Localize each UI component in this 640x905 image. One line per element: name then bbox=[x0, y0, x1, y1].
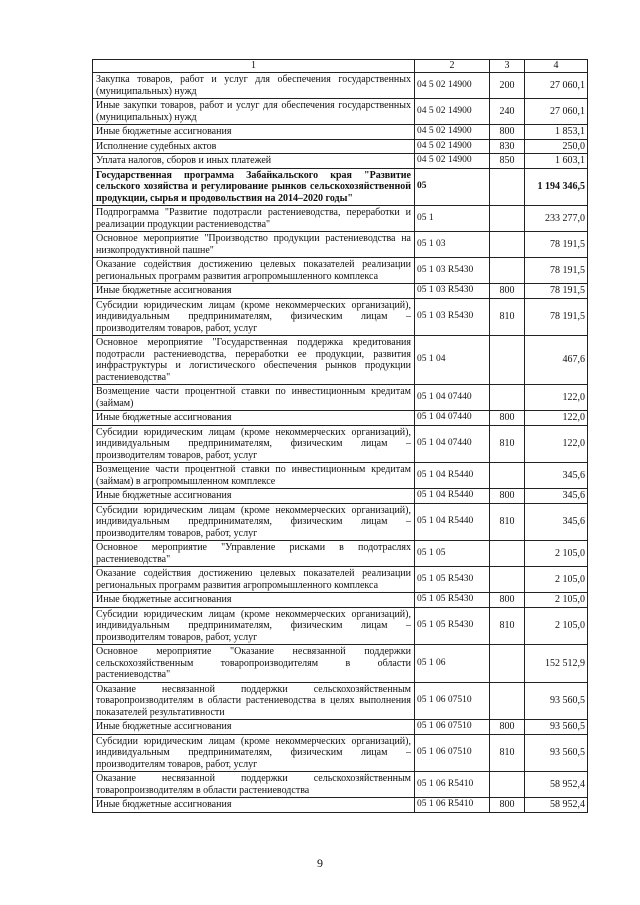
row-name-cell: Субсидии юридическим лицам (кроме некоммерческих организаций), индивидуальным предпринимателям, физическим лицам – производителям товаров, работ, услуг bbox=[93, 503, 415, 541]
table-row bbox=[93, 798, 588, 813]
row-code-cell: 05 1 03 bbox=[415, 232, 490, 258]
row-name-cell: Субсидии юридическим лицам (кроме некоммерческих организаций), индивидуальным предпринимателям, физическим лицам – производителям товаров, работ, услуг bbox=[93, 607, 415, 645]
table-row bbox=[93, 385, 588, 411]
row-code-cell: 04 5 02 14900 bbox=[415, 99, 490, 125]
row-code-cell: 05 1 04 R5440 bbox=[415, 503, 490, 541]
row-name-cell: Иные бюджетные ассигнования bbox=[93, 411, 415, 426]
row-code-cell: 05 1 06 bbox=[415, 645, 490, 683]
row-code-cell: 05 1 05 R5430 bbox=[415, 607, 490, 645]
row-name-cell: Основное мероприятие "Производство продукции растениеводства на низкопродуктивной пашне" bbox=[93, 232, 415, 258]
row-name-cell: Субсидии юридическим лицам (кроме некоммерческих организаций), индивидуальным предпринимателям, физическим лицам – производителям товаров, работ, услуг bbox=[93, 734, 415, 772]
row-expense-type-cell: 800 bbox=[490, 593, 525, 608]
table-row bbox=[93, 125, 588, 140]
row-expense-type-cell bbox=[490, 168, 525, 206]
row-code-cell: 05 1 06 07510 bbox=[415, 682, 490, 720]
row-name-cell: Исполнение судебных актов bbox=[93, 139, 415, 154]
row-name-cell: Оказание несвязанной поддержки сельскохозяйственным товаропроизводителям в области растениеводства bbox=[93, 772, 415, 798]
column-number-2: 2 bbox=[415, 60, 490, 73]
table-row bbox=[93, 154, 588, 169]
row-expense-type-cell: 800 bbox=[490, 411, 525, 426]
row-name-cell: Иные бюджетные ассигнования bbox=[93, 489, 415, 504]
row-code-cell: 05 bbox=[415, 168, 490, 206]
row-expense-type-cell: 850 bbox=[490, 154, 525, 169]
table-row bbox=[93, 99, 588, 125]
row-code-cell: 05 1 03 R5430 bbox=[415, 284, 490, 299]
row-expense-type-cell: 200 bbox=[490, 73, 525, 99]
row-code-cell: 04 5 02 14900 bbox=[415, 139, 490, 154]
row-expense-type-cell bbox=[490, 645, 525, 683]
row-amount-cell: 250,0 bbox=[525, 139, 588, 154]
table-row bbox=[93, 284, 588, 299]
table-row bbox=[93, 425, 588, 463]
row-expense-type-cell: 800 bbox=[490, 284, 525, 299]
row-amount-cell: 345,6 bbox=[525, 489, 588, 504]
row-amount-cell: 1 603,1 bbox=[525, 154, 588, 169]
row-code-cell: 05 1 05 bbox=[415, 541, 490, 567]
table-row bbox=[93, 607, 588, 645]
column-number-1: 1 bbox=[93, 60, 415, 73]
table-row bbox=[93, 593, 588, 608]
row-amount-cell: 78 191,5 bbox=[525, 258, 588, 284]
row-expense-type-cell bbox=[490, 463, 525, 489]
row-expense-type-cell: 800 bbox=[490, 125, 525, 140]
row-amount-cell: 78 191,5 bbox=[525, 298, 588, 336]
row-code-cell: 05 1 06 R5410 bbox=[415, 798, 490, 813]
row-amount-cell: 122,0 bbox=[525, 385, 588, 411]
row-code-cell: 05 1 03 R5430 bbox=[415, 298, 490, 336]
page-number: 9 bbox=[317, 856, 323, 870]
table-row bbox=[93, 772, 588, 798]
row-expense-type-cell: 810 bbox=[490, 503, 525, 541]
row-code-cell: 05 1 bbox=[415, 206, 490, 232]
budget-table bbox=[92, 59, 588, 813]
row-code-cell: 05 1 06 R5410 bbox=[415, 772, 490, 798]
row-code-cell: 05 1 06 07510 bbox=[415, 720, 490, 735]
row-code-cell: 05 1 05 R5430 bbox=[415, 593, 490, 608]
table-body bbox=[93, 73, 588, 813]
row-amount-cell: 78 191,5 bbox=[525, 284, 588, 299]
row-amount-cell: 233 277,0 bbox=[525, 206, 588, 232]
row-amount-cell: 345,6 bbox=[525, 463, 588, 489]
row-amount-cell: 2 105,0 bbox=[525, 607, 588, 645]
table-row bbox=[93, 567, 588, 593]
row-expense-type-cell bbox=[490, 206, 525, 232]
row-code-cell: 05 1 04 07440 bbox=[415, 385, 490, 411]
table-row bbox=[93, 645, 588, 683]
row-name-cell: Субсидии юридическим лицам (кроме некоммерческих организаций), индивидуальным предпринимателям, физическим лицам – производителям товаров, работ, услуг bbox=[93, 298, 415, 336]
row-amount-cell: 58 952,4 bbox=[525, 798, 588, 813]
row-amount-cell: 27 060,1 bbox=[525, 73, 588, 99]
row-expense-type-cell: 810 bbox=[490, 607, 525, 645]
table-row bbox=[93, 489, 588, 504]
row-expense-type-cell bbox=[490, 682, 525, 720]
table-row bbox=[93, 682, 588, 720]
row-expense-type-cell bbox=[490, 258, 525, 284]
row-expense-type-cell: 810 bbox=[490, 425, 525, 463]
row-expense-type-cell: 240 bbox=[490, 99, 525, 125]
row-amount-cell: 93 560,5 bbox=[525, 720, 588, 735]
row-amount-cell: 122,0 bbox=[525, 411, 588, 426]
table-header-row bbox=[93, 60, 588, 73]
row-name-cell: Основное мероприятие "Государственная поддержка кредитования подотрасли растениеводства, переработки ее продукции, развития инфраструктуры и логистического обеспечения рынков продукции растениеводства" bbox=[93, 336, 415, 385]
table-row bbox=[93, 541, 588, 567]
table-row bbox=[93, 411, 588, 426]
row-code-cell: 04 5 02 14900 bbox=[415, 73, 490, 99]
row-amount-cell: 27 060,1 bbox=[525, 99, 588, 125]
row-name-cell: Иные бюджетные ассигнования bbox=[93, 593, 415, 608]
column-number-3: 3 bbox=[490, 60, 525, 73]
row-expense-type-cell bbox=[490, 336, 525, 385]
row-code-cell: 04 5 02 14900 bbox=[415, 125, 490, 140]
row-expense-type-cell bbox=[490, 541, 525, 567]
row-name-cell: Иные бюджетные ассигнования bbox=[93, 284, 415, 299]
row-expense-type-cell bbox=[490, 567, 525, 593]
row-name-cell: Иные бюджетные ассигнования bbox=[93, 798, 415, 813]
row-amount-cell: 122,0 bbox=[525, 425, 588, 463]
row-name-cell: Возмещение части процентной ставки по инвестиционным кредитам (займам) в агропромышленном комплексе bbox=[93, 463, 415, 489]
row-expense-type-cell bbox=[490, 772, 525, 798]
row-amount-cell: 2 105,0 bbox=[525, 593, 588, 608]
row-expense-type-cell: 830 bbox=[490, 139, 525, 154]
budget-document bbox=[92, 59, 587, 813]
row-expense-type-cell bbox=[490, 232, 525, 258]
row-amount-cell: 93 560,5 bbox=[525, 734, 588, 772]
row-code-cell: 05 1 05 R5430 bbox=[415, 567, 490, 593]
row-name-cell: Оказание содействия достижению целевых показателей реализации региональных программ развития агропромышленного комплекса bbox=[93, 258, 415, 284]
table-row bbox=[93, 258, 588, 284]
row-expense-type-cell: 800 bbox=[490, 489, 525, 504]
row-expense-type-cell: 810 bbox=[490, 298, 525, 336]
table-row bbox=[93, 734, 588, 772]
row-amount-cell: 78 191,5 bbox=[525, 232, 588, 258]
row-code-cell: 05 1 04 bbox=[415, 336, 490, 385]
row-expense-type-cell bbox=[490, 385, 525, 411]
row-amount-cell: 2 105,0 bbox=[525, 541, 588, 567]
row-code-cell: 05 1 04 07440 bbox=[415, 425, 490, 463]
table-row bbox=[93, 139, 588, 154]
row-amount-cell: 152 512,9 bbox=[525, 645, 588, 683]
row-name-cell: Иные бюджетные ассигнования bbox=[93, 720, 415, 735]
row-amount-cell: 345,6 bbox=[525, 503, 588, 541]
row-amount-cell: 93 560,5 bbox=[525, 682, 588, 720]
row-amount-cell: 58 952,4 bbox=[525, 772, 588, 798]
row-name-cell: Основное мероприятие "Управление рисками в подотраслях растениеводства" bbox=[93, 541, 415, 567]
row-name-cell: Субсидии юридическим лицам (кроме некоммерческих организаций), индивидуальным предпринимателям, физическим лицам – производителям товаров, работ, услуг bbox=[93, 425, 415, 463]
row-expense-type-cell: 800 bbox=[490, 720, 525, 735]
table-row bbox=[93, 232, 588, 258]
table-row bbox=[93, 168, 588, 206]
row-name-cell: Основное мероприятие "Оказание несвязанной поддержки сельскохозяйственным товаропроизводителям в области растениеводства" bbox=[93, 645, 415, 683]
table-row bbox=[93, 463, 588, 489]
row-name-cell: Оказание содействия достижению целевых показателей реализации региональных программ развития агропромышленного комплекса bbox=[93, 567, 415, 593]
row-expense-type-cell: 810 bbox=[490, 734, 525, 772]
row-name-cell: Государственная программа Забайкальского края "Развитие сельского хозяйства и регулирование рынков сельскохозяйственной продукции, сырья и продовольствия на 2014–2020 годы" bbox=[93, 168, 415, 206]
row-expense-type-cell: 800 bbox=[490, 798, 525, 813]
table-row bbox=[93, 336, 588, 385]
table-row bbox=[93, 206, 588, 232]
row-name-cell: Закупка товаров, работ и услуг для обеспечения государственных (муниципальных) нужд bbox=[93, 73, 415, 99]
row-amount-cell: 2 105,0 bbox=[525, 567, 588, 593]
row-code-cell: 05 1 03 R5430 bbox=[415, 258, 490, 284]
row-code-cell: 04 5 02 14900 bbox=[415, 154, 490, 169]
table-row bbox=[93, 73, 588, 99]
row-name-cell: Оказание несвязанной поддержки сельскохозяйственным товаропроизводителям в области растениеводства в целях выполнения показателей результативности bbox=[93, 682, 415, 720]
row-name-cell: Подпрограмма "Развитие подотрасли растениеводства, переработки и реализации продукции растениеводства" bbox=[93, 206, 415, 232]
row-code-cell: 05 1 04 07440 bbox=[415, 411, 490, 426]
row-name-cell: Уплата налогов, сборов и иных платежей bbox=[93, 154, 415, 169]
row-name-cell: Иные бюджетные ассигнования bbox=[93, 125, 415, 140]
row-amount-cell: 467,6 bbox=[525, 336, 588, 385]
table-row bbox=[93, 503, 588, 541]
table-row bbox=[93, 720, 588, 735]
row-amount-cell: 1 853,1 bbox=[525, 125, 588, 140]
table-row bbox=[93, 298, 588, 336]
column-number-4: 4 bbox=[525, 60, 588, 73]
row-code-cell: 05 1 06 07510 bbox=[415, 734, 490, 772]
row-amount-cell: 1 194 346,5 bbox=[525, 168, 588, 206]
row-code-cell: 05 1 04 R5440 bbox=[415, 489, 490, 504]
row-code-cell: 05 1 04 R5440 bbox=[415, 463, 490, 489]
row-name-cell: Иные закупки товаров, работ и услуг для обеспечения государственных (муниципальных) нужд bbox=[93, 99, 415, 125]
row-name-cell: Возмещение части процентной ставки по инвестиционным кредитам (займам) bbox=[93, 385, 415, 411]
